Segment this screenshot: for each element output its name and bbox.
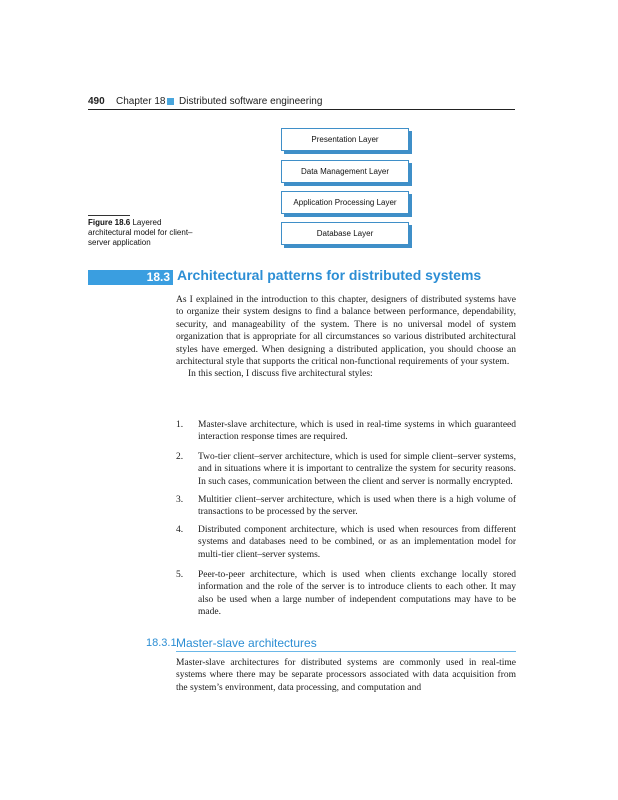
list-number: 5. xyxy=(176,570,184,580)
caption-text: Layered architectural model for client–server application xyxy=(88,218,193,247)
data-management-layer-box: Data Management Layer xyxy=(281,160,409,183)
header-square-icon xyxy=(167,98,174,105)
list-text: Two-tier client–server architecture, which is used for simple client–server systems, and in situations where it is important to centralize the system for security reasons. In such cases, communication between the client and server is normally encrypted. xyxy=(198,452,516,487)
second-paragraph: In this section, I discuss five architectural styles: xyxy=(188,369,373,380)
database-layer-box: Database Layer xyxy=(281,222,409,245)
application-processing-layer-box: Application Processing Layer xyxy=(281,191,409,214)
list-number: 4. xyxy=(176,525,184,535)
chapter-label: Chapter 18 xyxy=(116,96,166,107)
subsection-text xyxy=(176,657,516,694)
header-rule xyxy=(88,109,515,110)
chapter-title: Distributed software engineering xyxy=(179,96,323,107)
section-number: 18.3 xyxy=(146,270,170,284)
page-number: 490 xyxy=(88,96,105,107)
list-text: Distributed component architecture, which is used when resources from different systems and databases need to be combined, or as an implementation model for multi-tier client–server systems. xyxy=(198,525,516,560)
intro-paragraph: As I explained in the introduction to this chapter, designers of distributed systems have to organize their system designs to find a balance between performance, dependability, security, and manageability of the system. There is no universal model of system organization that is appropriate for all circumstances so various distributed architectural styles have emerged. When designing a distributed application, you should choose an architectural style that supports the critical non-functional requirements of your system. xyxy=(176,295,516,368)
subsection-paragraph: Master-slave architectures for distributed systems are commonly used in real-time systems where there may be separate processors associated with data acquisition from the system’s environment, data processing, and computation and xyxy=(176,658,516,693)
list-text: Master-slave architecture, which is used in real-time systems in which guaranteed interaction response times are required. xyxy=(198,420,516,443)
list-number: 3. xyxy=(176,495,184,505)
presentation-layer-box: Presentation Layer xyxy=(281,128,409,151)
subsection-rule xyxy=(176,651,516,652)
caption-rule xyxy=(88,215,130,216)
list-number: 2. xyxy=(176,452,184,462)
intro-text xyxy=(176,294,516,381)
figure-caption xyxy=(88,218,198,248)
list-text: Peer-to-peer architecture, which is used when clients exchange locally stored information and the role of the server is to introduce clients to each other. It may also be used when a large number of independent computations may have to be made. xyxy=(198,570,516,618)
list-text: Multitier client–server architecture, which is used when there is a high volume of transactions to be processed by the server. xyxy=(198,495,516,518)
subsection-title: Master-slave architectures xyxy=(176,636,317,650)
subsection-number: 18.3.1 xyxy=(146,637,177,649)
list-number: 1. xyxy=(176,420,184,430)
caption-label: Figure 18.6 xyxy=(88,218,131,227)
section-title: Architectural patterns for distributed systems xyxy=(177,267,482,283)
